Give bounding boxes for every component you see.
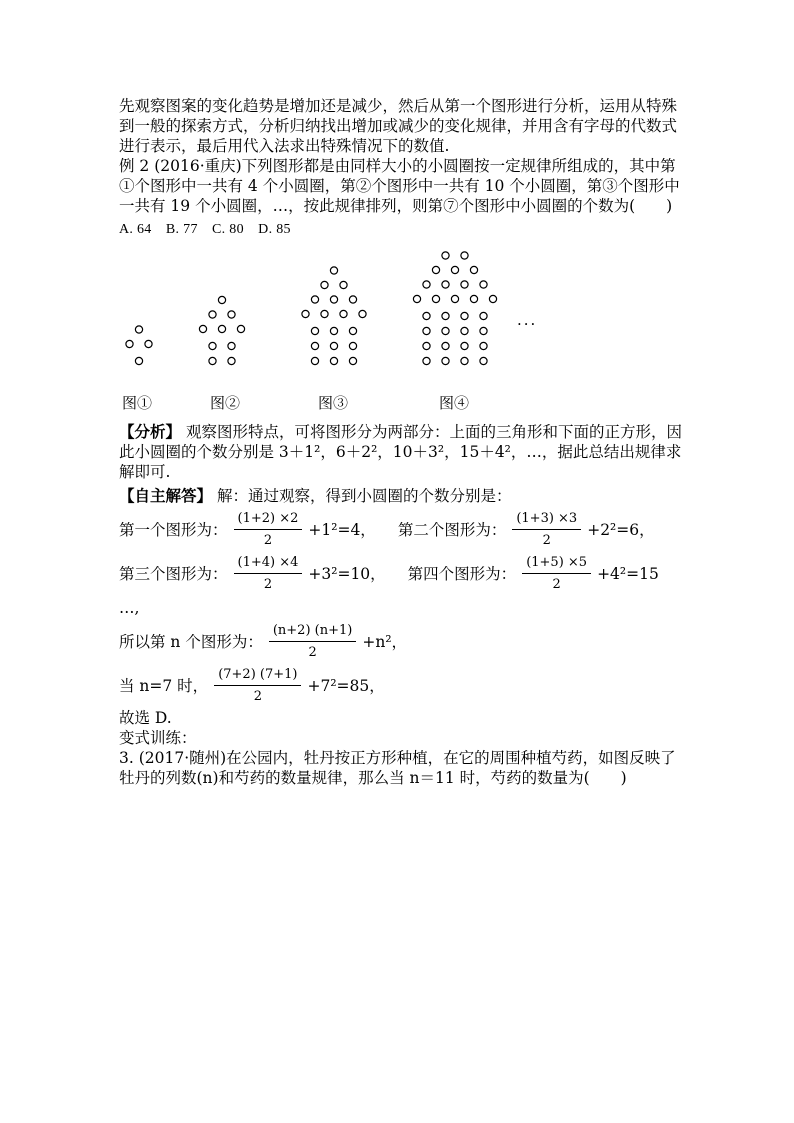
pattern-circle (228, 357, 235, 364)
practice-question: 3. (2017·随州)在公园内，牡丹按正方形种植，在它的周围种植芍药，如图反映了牡丹的列数(n)和芍药的数量规律，那么当 n＝11 时，芍药的数量为( ) (119, 749, 676, 787)
pattern-circle (432, 295, 439, 302)
pattern-circle (126, 340, 133, 347)
pattern-circle (423, 357, 430, 364)
equation-row-1 (119, 510, 689, 550)
general-equation-row (119, 622, 689, 662)
eq2-label: 第二个图形为： (397, 521, 507, 539)
pattern-circle (480, 312, 487, 319)
eq2-denominator: 2 (512, 529, 581, 551)
solution-ellipsis: …, (119, 599, 140, 617)
general-numerator: (n+2) (n+1) (272, 623, 353, 638)
practice-title: 变式训练： (119, 729, 197, 747)
pattern-circle (432, 266, 439, 273)
pattern-circle (349, 357, 356, 364)
pattern-circle (423, 281, 430, 288)
pattern-circle (330, 267, 337, 274)
eq2-fraction (512, 509, 581, 551)
pattern-1 (126, 326, 152, 365)
document-content (119, 96, 689, 788)
analysis-tag: 【分析】 (119, 422, 182, 441)
pattern-circle (489, 295, 496, 302)
circle-pattern-drawing (119, 246, 689, 396)
n7-tail: +7²=85， (307, 677, 385, 695)
pattern-circle (423, 342, 430, 349)
pattern-circle (135, 326, 142, 333)
pattern-circle (311, 327, 318, 334)
solution-text: 解：通过观察，得到小圆圈的个数分别是： (216, 487, 512, 505)
eq2-numerator: (1+3) ×3 (516, 511, 578, 526)
eq3-tail: +3²=10， (308, 565, 386, 583)
pattern-circle (442, 281, 449, 288)
pattern-circle (451, 295, 458, 302)
pattern-circle (311, 296, 318, 303)
eq4-label: 第四个图形为： (407, 565, 517, 583)
solution-tag: 【自主解答】 (119, 486, 213, 505)
pattern-circle (302, 310, 309, 317)
figure-ellipsis: ··· (517, 315, 538, 333)
pattern-circle (209, 357, 216, 364)
eq4-numerator: (1+5) ×5 (526, 555, 588, 570)
pattern-circle (311, 342, 318, 349)
analysis-paragraph (119, 422, 689, 482)
general-denominator: 2 (269, 641, 357, 663)
circle-pattern-figure (119, 246, 689, 416)
example-question: 例 2 (2016·重庆)下列图形都是由同样大小的小圆圈按一定规律所组成的，其中第①个图形中一共有 4 个小圆圈，第②个图形中一共有 10 个小圆圈，第③个图形中一共有 19 个小圆圈，…，按此规律排列，则第⑦个图形中小圆圈的个数为( ) (119, 157, 680, 215)
solution-choice: 故选 D. (119, 709, 172, 727)
eq1-fraction (234, 509, 303, 551)
pattern-circle (480, 281, 487, 288)
pattern-circle (461, 252, 468, 259)
figure-label-3: 图③ (318, 394, 349, 412)
pattern-2 (199, 296, 244, 364)
pattern-circle (470, 266, 477, 273)
pattern-circle (461, 327, 468, 334)
pattern-circle (218, 296, 225, 303)
eq2-tail: +2²=6， (587, 521, 655, 539)
eq1-label: 第一个图形为： (119, 521, 228, 539)
eq3-numerator: (1+4) ×4 (237, 555, 299, 570)
eq1-numerator: (1+2) ×2 (237, 511, 299, 526)
pattern-circle (480, 327, 487, 334)
pattern-circle (330, 342, 337, 349)
pattern-circle (330, 327, 337, 334)
eq3-fraction (234, 553, 303, 595)
pattern-circle (330, 357, 337, 364)
pattern-circle (423, 327, 430, 334)
pattern-circle (442, 252, 449, 259)
pattern-circle (321, 281, 328, 288)
eq3-denominator: 2 (234, 573, 303, 595)
pattern-circle (209, 342, 216, 349)
pattern-4 (413, 246, 496, 365)
pattern-circle (461, 281, 468, 288)
pattern-circle (451, 266, 458, 273)
pattern-circle (228, 342, 235, 349)
pattern-circle (349, 296, 356, 303)
pattern-circle (311, 357, 318, 364)
eq3-label: 第三个图形为： (119, 565, 228, 583)
pattern-circle (480, 342, 487, 349)
intro-paragraph: 先观察图案的变化趋势是增加还是减少，然后从第一个图形进行分析，运用从特殊到一般的探索方式，分析归纳找出增加或减少的变化规律，并用含有字母的代数式进行表示，最后用代入法求出特殊情况下的数值. (119, 97, 678, 155)
pattern-circle (199, 325, 206, 332)
general-tail: +n²， (362, 633, 408, 651)
pattern-circle (461, 357, 468, 364)
figure-label-4: 图④ (439, 394, 470, 412)
pattern-circle (413, 295, 420, 302)
pattern-circle (442, 327, 449, 334)
pattern-circle (145, 340, 152, 347)
pattern-circle (330, 296, 337, 303)
eq1-tail: +1²=4， (308, 521, 376, 539)
answer-options: A. 64 B. 77 C. 80 D. 85 (119, 222, 291, 237)
analysis-text: 观察图形特点，可将图形分为两部分：上面的三角形和下面的正方形，因此小圆圈的个数分别是 3＋1²，6＋2²，10＋3²，15＋4²，…，据此总结出规律求解即可. (119, 423, 682, 481)
pattern-circle (349, 327, 356, 334)
pattern-circle (442, 357, 449, 364)
n7-fraction (214, 665, 301, 707)
pattern-circle (442, 312, 449, 319)
pattern-circle (470, 295, 477, 302)
general-fraction (269, 621, 357, 663)
pattern-circle (321, 310, 328, 317)
pattern-circle (442, 342, 449, 349)
figure-label-2: 图② (210, 394, 241, 412)
pattern-circle (237, 325, 244, 332)
pattern-circle (218, 325, 225, 332)
pattern-circle (461, 342, 468, 349)
eq4-denominator: 2 (522, 573, 591, 595)
equation-row-2 (119, 554, 689, 594)
n7-denominator: 2 (214, 685, 301, 707)
solution-intro (119, 486, 689, 506)
pattern-circle (209, 311, 216, 318)
n7-equation-row (119, 666, 689, 706)
figure-label-1: 图① (122, 394, 153, 412)
pattern-circle (135, 357, 142, 364)
pattern-circle (359, 310, 366, 317)
pattern-3 (302, 267, 366, 365)
pattern-circle (480, 357, 487, 364)
pattern-circle (340, 281, 347, 288)
pattern-circle (228, 311, 235, 318)
eq4-tail: +4²=15 (597, 565, 659, 583)
pattern-circle (461, 312, 468, 319)
pattern-circle (349, 342, 356, 349)
pattern-circle (423, 312, 430, 319)
eq1-denominator: 2 (234, 529, 303, 551)
n7-label: 当 n=7 时， (119, 677, 209, 695)
n7-numerator: (7+2) (7+1) (218, 667, 298, 682)
eq4-fraction (522, 553, 591, 595)
general-label: 所以第 n 个图形为： (119, 633, 263, 651)
pattern-circle (340, 310, 347, 317)
